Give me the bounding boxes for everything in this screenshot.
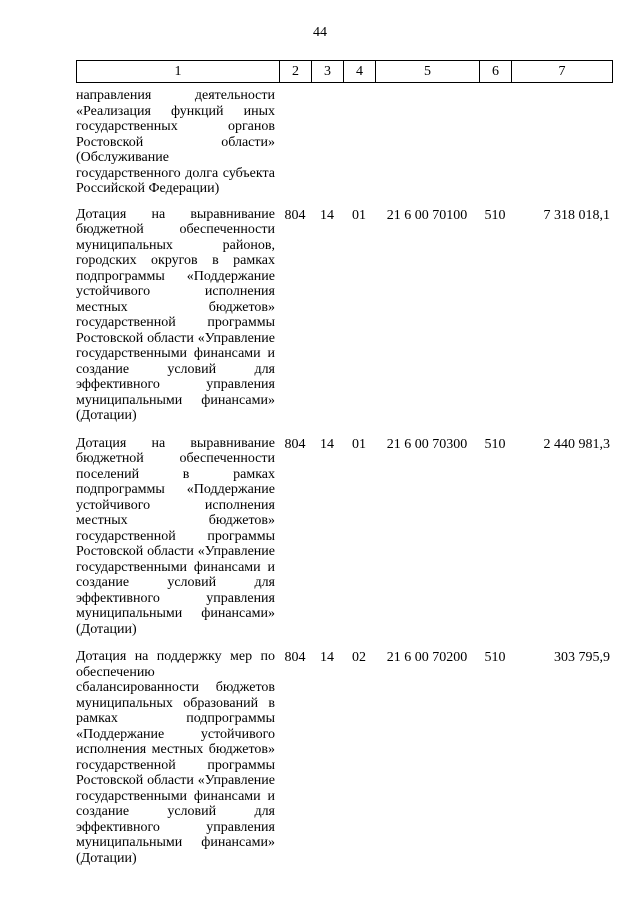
row-admin-code: 804	[284, 436, 306, 452]
row-subsection: 02	[352, 650, 366, 665]
row-section: 14	[320, 436, 334, 452]
row-description: Дотация на поддержку мер по обеспечению сбалансированности бюджетов муниципальных образований в рамках подпрограммы «Поддержание устойчивого исполнения местных бюджетов» государственной программы Ростовской области «Управление государственными финансами и создание условий для эффективного управления муниципальными финансами» (Дотации)	[76, 649, 275, 866]
row-expense-type: 510	[484, 436, 506, 452]
budget-table	[76, 88, 612, 878]
row-subsection	[343, 88, 375, 207]
header-col-7: 7	[512, 61, 613, 83]
table-row	[76, 436, 612, 650]
page-number: 44	[313, 25, 327, 40]
header-col-6: 6	[480, 61, 512, 83]
row-section: 14	[320, 650, 334, 665]
header-col-3: 3	[312, 61, 344, 83]
row-admin-code	[279, 88, 311, 207]
header-row	[77, 61, 613, 83]
header-col-5: 5	[376, 61, 480, 83]
row-admin-code: 804	[284, 650, 306, 665]
row-target-article: 21 6 00 70200	[386, 650, 468, 665]
row-target-article: 21 6 00 70100	[386, 207, 468, 223]
table-row	[76, 207, 612, 436]
row-expense-type	[479, 88, 511, 207]
table-row	[76, 649, 612, 878]
row-amount: 7 318 018,1	[543, 207, 610, 223]
row-admin-code: 804	[284, 207, 306, 223]
header-col-4: 4	[344, 61, 376, 83]
row-amount	[511, 88, 612, 207]
row-expense-type: 510	[484, 650, 506, 665]
row-amount: 303 795,9	[554, 650, 610, 665]
table-header	[76, 60, 613, 83]
row-description: Дотация на выравнивание бюджетной обеспеченности муниципальных районов, городских округов в рамках подпрограммы «Поддержание устойчивого исполнения местных бюджетов» государственной программы Ростовской области «Управление государственными финансами и создание условий для эффективного управления муниципальными финансами» (Дотации)	[76, 206, 275, 423]
row-subsection: 01	[352, 436, 366, 452]
row-section	[311, 88, 343, 207]
row-amount: 2 440 981,3	[543, 436, 610, 452]
row-subsection: 01	[352, 207, 366, 223]
table-row	[76, 88, 612, 207]
row-description: направления деятельности «Реализация функций иных государственных органов Ростовской области» (Обслуживание государственного долга субъекта Российской Федерации)	[76, 88, 275, 196]
row-section: 14	[320, 207, 334, 223]
row-target-article: 21 6 00 70300	[386, 436, 468, 452]
row-description: Дотация на выравнивание бюджетной обеспеченности поселений в рамках подпрограммы «Поддержание устойчивого исполнения местных бюджетов» государственной программы Ростовской области «Управление государственными финансами и создание условий для эффективного управления муниципальными финансами» (Дотации)	[76, 435, 275, 637]
row-expense-type: 510	[484, 207, 506, 223]
row-target-article	[375, 88, 479, 207]
header-col-2: 2	[280, 61, 312, 83]
header-col-1: 1	[77, 61, 280, 83]
